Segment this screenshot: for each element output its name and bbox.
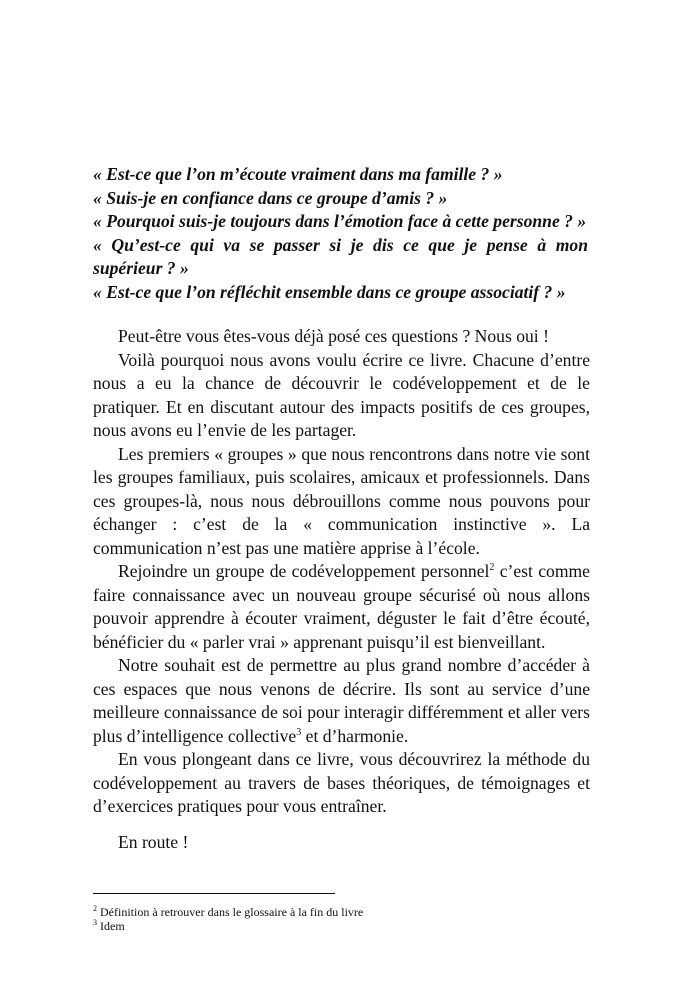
question-line: « Pourquoi suis-je toujours dans l’émotion face à cette personne ? » bbox=[93, 211, 587, 231]
footnotes bbox=[93, 905, 573, 933]
footnote-mark: 2 bbox=[93, 904, 97, 913]
question-line: « Est-ce que l’on réfléchit ensemble dans ce groupe associatif ? » bbox=[93, 281, 566, 302]
footnote-ref: 3 bbox=[296, 726, 302, 738]
footnote bbox=[93, 905, 573, 919]
question-line: « Qu’est-ce qui va se passer si je dis ce que je pense à mon bbox=[93, 234, 588, 255]
footnote bbox=[93, 919, 573, 933]
paragraph bbox=[93, 654, 590, 748]
question-line: « Suis-je en confiance dans ce groupe d’amis ? » bbox=[93, 187, 448, 208]
paragraph: Voilà pourquoi nous avons voulu écrire ce livre. Chacune d’entre nous a eu la chance de découvrir le codéveloppement et de le pratiquer. Et en discutant autour des impacts positifs de ces groupes, nous avons eu l’envie de les partager. bbox=[93, 349, 590, 440]
paragraph: Les premiers « groupes » que nous rencontrons dans notre vie sont les groupes familiaux, puis scolaires, amicaux et professionnels. Dans ces groupes-là, nous nous débrouillons comme nous pouvons pour échanger : c’est de la « communication instinctive ». La communication n’est pas une matière apprise à l’école. bbox=[93, 443, 590, 558]
body-text bbox=[93, 325, 590, 854]
paragraph: Peut-être vous êtes-vous déjà posé ces questions ? Nous oui ! bbox=[118, 326, 549, 346]
closing-line: En route ! bbox=[118, 831, 189, 852]
footnote-mark: 3 bbox=[93, 918, 97, 927]
footnote-divider bbox=[93, 893, 335, 894]
question-line: « Est-ce que l’on m’écoute vraiment dans ma famille ? » bbox=[93, 164, 503, 184]
footnote-text: Définition à retrouver dans le glossaire à la fin du livre bbox=[97, 905, 364, 919]
question-line: supérieur ? » bbox=[93, 258, 189, 278]
paragraph-text: Notre souhait est de permettre au plus grand nombre d’accéder à ces espaces que nous venons de décrire. Ils sont au service d’une meilleure connaissance de soi pour interagir différemment et aller vers plus d’intelligence collective bbox=[93, 655, 590, 746]
spacer bbox=[93, 819, 590, 831]
footnote-ref: 2 bbox=[489, 562, 495, 574]
paragraph bbox=[93, 560, 590, 654]
paragraph-text: et d’harmonie. bbox=[301, 725, 409, 746]
footnote-text: Idem bbox=[97, 919, 125, 933]
paragraph: En vous plongeant dans ce livre, vous découvrirez la méthode du codéveloppement au travers de bases théoriques, de témoignages et d’exercices pratiques pour vous entraîner. bbox=[93, 749, 590, 816]
questions-block bbox=[93, 163, 588, 304]
paragraph-text: c’est comme faire connaissance avec un nouveau groupe sécurisé où nous allons pouvoir apprendre à écouter vraiment, déguster le fait d’être écouté, bénéficier du « parler vrai » apprenant puisqu’il est bienveillant. bbox=[93, 561, 590, 652]
paragraph-text: Rejoindre un groupe de codéveloppement personnel bbox=[118, 561, 490, 581]
